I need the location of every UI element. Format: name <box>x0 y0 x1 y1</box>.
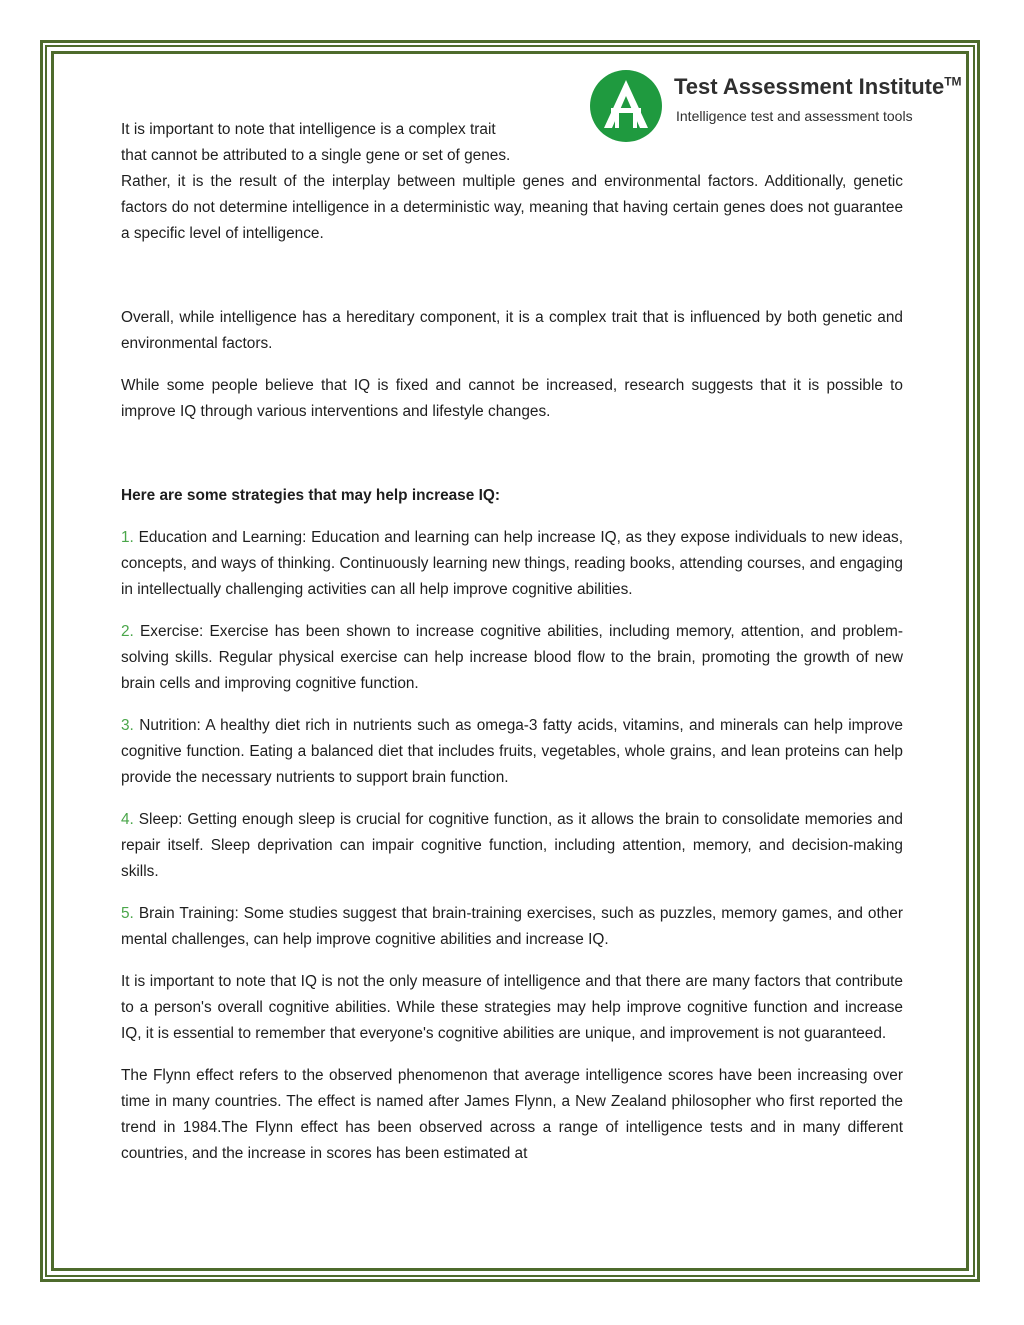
strategy-text: Exercise: Exercise has been shown to increase cognitive abilities, including memory, attention, and problem-solving skills. Regular physical exercise can help increase blood flow to the brain, promoting the growth of new brain cells and improving cognitive function. <box>121 623 904 692</box>
logo-tagline: Intelligence test and assessment tools <box>676 108 913 124</box>
strategy-item <box>121 525 903 603</box>
strategy-item <box>121 901 903 953</box>
document-body <box>121 117 903 1167</box>
strategy-text: Sleep: Getting enough sleep is crucial for cognitive function, as it allows the brain to consolidate memories and repair itself. Sleep deprivation can impair cognitive function, including attention, memory, and decision-making skills. <box>121 811 903 880</box>
strategy-number: 5. <box>121 905 134 922</box>
strategy-number: 3. <box>121 717 134 734</box>
strategy-text: Nutrition: A healthy diet rich in nutrients such as omega-3 fatty acids, vitamins, and minerals can help improve cognitive function. Eating a balanced diet that includes fruits, vegetables, whole grains, and lean proteins can help provide the necessary nutrients to support brain function. <box>121 717 903 786</box>
intro-line-1: It is important to note that intelligence is a complex trait <box>121 121 496 138</box>
intro-narrow-block <box>121 117 561 169</box>
intro-paragraph: Rather, it is the result of the interplay between multiple genes and environmental factors. Additionally, genetic factors do not determine intelligence in a deterministic way, meaning that having certain genes does not guarantee a specific level of intelligence. <box>121 173 903 242</box>
overall-paragraph: Overall, while intelligence has a hereditary component, it is a complex trait that is influenced by both genetic and environmental factors. <box>121 309 903 352</box>
intro-line-2: that cannot be attributed to a single gene or set of genes. <box>121 147 511 164</box>
trademark-mark: TM <box>944 74 962 89</box>
strategies-heading: Here are some strategies that may help increase IQ: <box>121 487 500 504</box>
logo-title-text: Test Assessment Institute <box>674 74 945 99</box>
strategy-number: 2. <box>121 623 134 640</box>
strategy-item <box>121 807 903 885</box>
logo-title <box>674 74 962 100</box>
iq-fixed-paragraph: While some people believe that IQ is fixed and cannot be increased, research suggests that it is possible to improve IQ through various interventions and lifestyle changes. <box>121 377 903 420</box>
strategy-item <box>121 713 903 791</box>
flynn-effect-paragraph: The Flynn effect refers to the observed phenomenon that average intelligence scores have been increasing over time in many countries. The effect is named after James Flynn, a New Zealand philosopher who first reported the trend in 1984.The Flynn effect has been observed across a range of intelligence tests and in many different countries, and the increase in scores has been estimated at <box>121 1067 903 1162</box>
strategy-item <box>121 619 903 697</box>
strategy-number: 1. <box>121 529 134 546</box>
note-paragraph: It is important to note that IQ is not the only measure of intelligence and that there are many factors that contribute to a person's overall cognitive abilities. While these strategies may help improve cognitive function and increase IQ, it is essential to remember that everyone's cognitive abilities are unique, and improvement is not guaranteed. <box>121 973 903 1042</box>
strategy-number: 4. <box>121 811 134 828</box>
strategy-text: Brain Training: Some studies suggest that brain-training exercises, such as puzzles, memory games, and other mental challenges, can help improve cognitive abilities and increase IQ. <box>121 905 903 948</box>
strategy-text: Education and Learning: Education and learning can help increase IQ, as they expose individuals to new ideas, concepts, and ways of thinking. Continuously learning new things, reading books, attending courses, and engaging in intellectually challenging activities can all help improve cognitive abilities. <box>121 529 903 598</box>
